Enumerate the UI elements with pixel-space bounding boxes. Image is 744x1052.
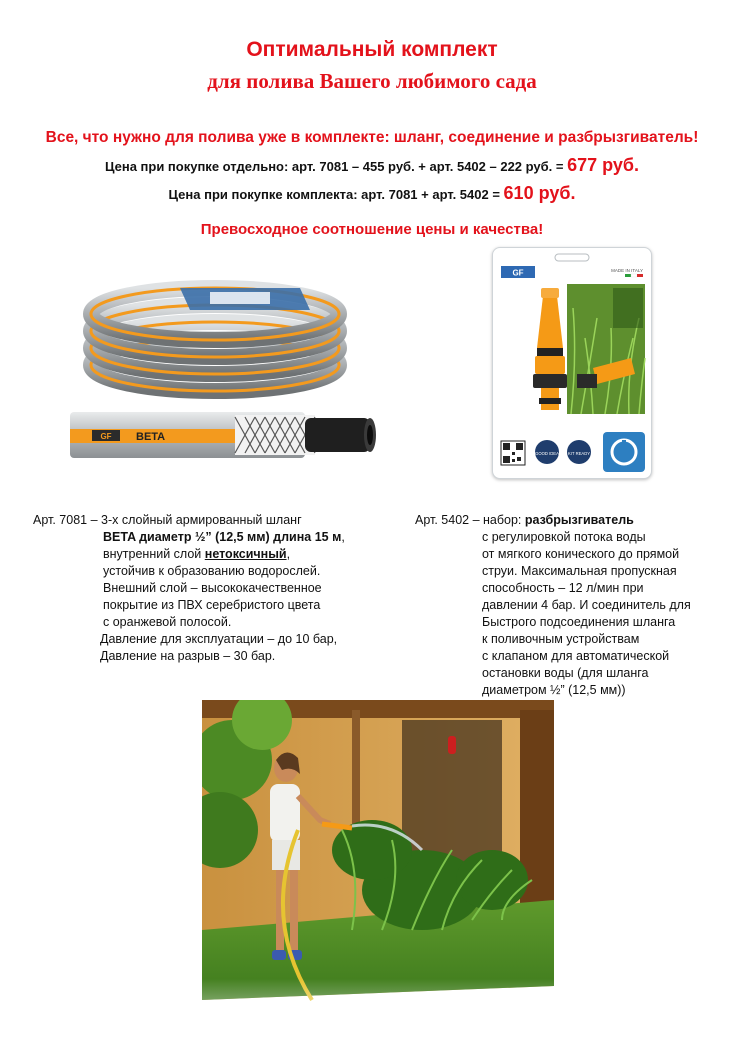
art5402-line-7: Быстрого подсоединения шланга [482,615,676,629]
value-claim: Превосходное соотношение цены и качества! [200,221,544,238]
sprayer-package-image [492,247,652,479]
art5402-line-3: от мягкого конического до прямой [482,547,680,561]
art5402-line-6: давлении 4 бар. И соединитель для [482,598,691,612]
art7081-line-4: устойчив к образованию водорослей. [103,564,321,578]
page-title: Оптимальный комплект [246,38,498,61]
garden-photo [202,700,554,1040]
price-kit-text: Цена при покупке комплекта: арт. 7081 + арт. 5402 = [168,187,504,202]
art7081-line-9: Давление на разрыв – 30 бар. [100,649,276,663]
art5402-line-5: способность – 12 л/мин при [482,581,644,595]
art7081-bold-suffix: , [341,530,345,544]
price-separate-total: 677 руб. [567,155,640,175]
art7081-non-toxic: нетоксичный [204,547,287,561]
art5402-line-1 [415,512,634,529]
art5402-line-8: к поливочным устройствам [482,632,640,646]
badge-kit-ready: KIT READY [567,451,591,456]
hose-beta-label: BETA [136,431,166,443]
hose-product-image [70,270,390,470]
hose-logo-text: GF [100,432,112,441]
art7081-inner-suffix: , [286,547,291,561]
art5402-line-9: с клапаном для автоматической [482,649,670,663]
art5402-line-10: остановки воды (для шланга [482,666,649,680]
art5402-line-2: с регулировкой потока воды [482,530,646,544]
lead-text: Все, что нужно для полива уже в комплекте: шланг, соединение и разбрызгиватель! [45,129,699,146]
art7081-line-3 [103,546,290,563]
art7081-line-1: Арт. 7081 – 3-х слойный армированный шланг [33,513,302,527]
sprayer-package-illustration [493,248,651,478]
hose-coil-illustration [70,270,390,470]
page-subtitle: для полива Вашего любимого сада [207,69,537,93]
package-made-in: MADE IN ITALY [611,268,643,273]
art7081-line-5: Внешний слой – высококачественное [103,581,322,595]
price-kit-total: 610 руб. [503,183,576,203]
price-separate [0,155,744,176]
garden-photo-illustration [202,700,554,1040]
art7081-description [33,512,302,529]
art7081-inner-prefix: внутренний слой [103,547,205,561]
art7081-line-6: покрытие из ПВХ серебристого цвета [103,598,321,612]
art7081-line-7: с оранжевой полосой. [103,615,232,629]
badge-good-idea: GOOD IDEA [535,451,559,456]
art5402-line-11: диаметром ½” (12,5 мм)) [482,683,626,697]
price-separate-text: Цена при покупке отдельно: арт. 7081 – 455 руб. + арт. 5402 – 222 руб. = [104,159,568,174]
art5402-prefix: Арт. 5402 – набор: [415,513,525,527]
art7081-line-2 [103,529,345,546]
art7081-bold-spec: BETA диаметр ½” (12,5 мм) длина 15 м [103,530,342,544]
package-logo-text: GF [512,268,524,278]
art7081-line-8: Давление для эксплуатации – до 10 бар, [100,632,338,646]
art5402-line-4: струи. Максимальная пропускная [482,564,677,578]
price-kit [0,183,744,204]
art5402-bold: разбрызгиватель [524,513,634,527]
